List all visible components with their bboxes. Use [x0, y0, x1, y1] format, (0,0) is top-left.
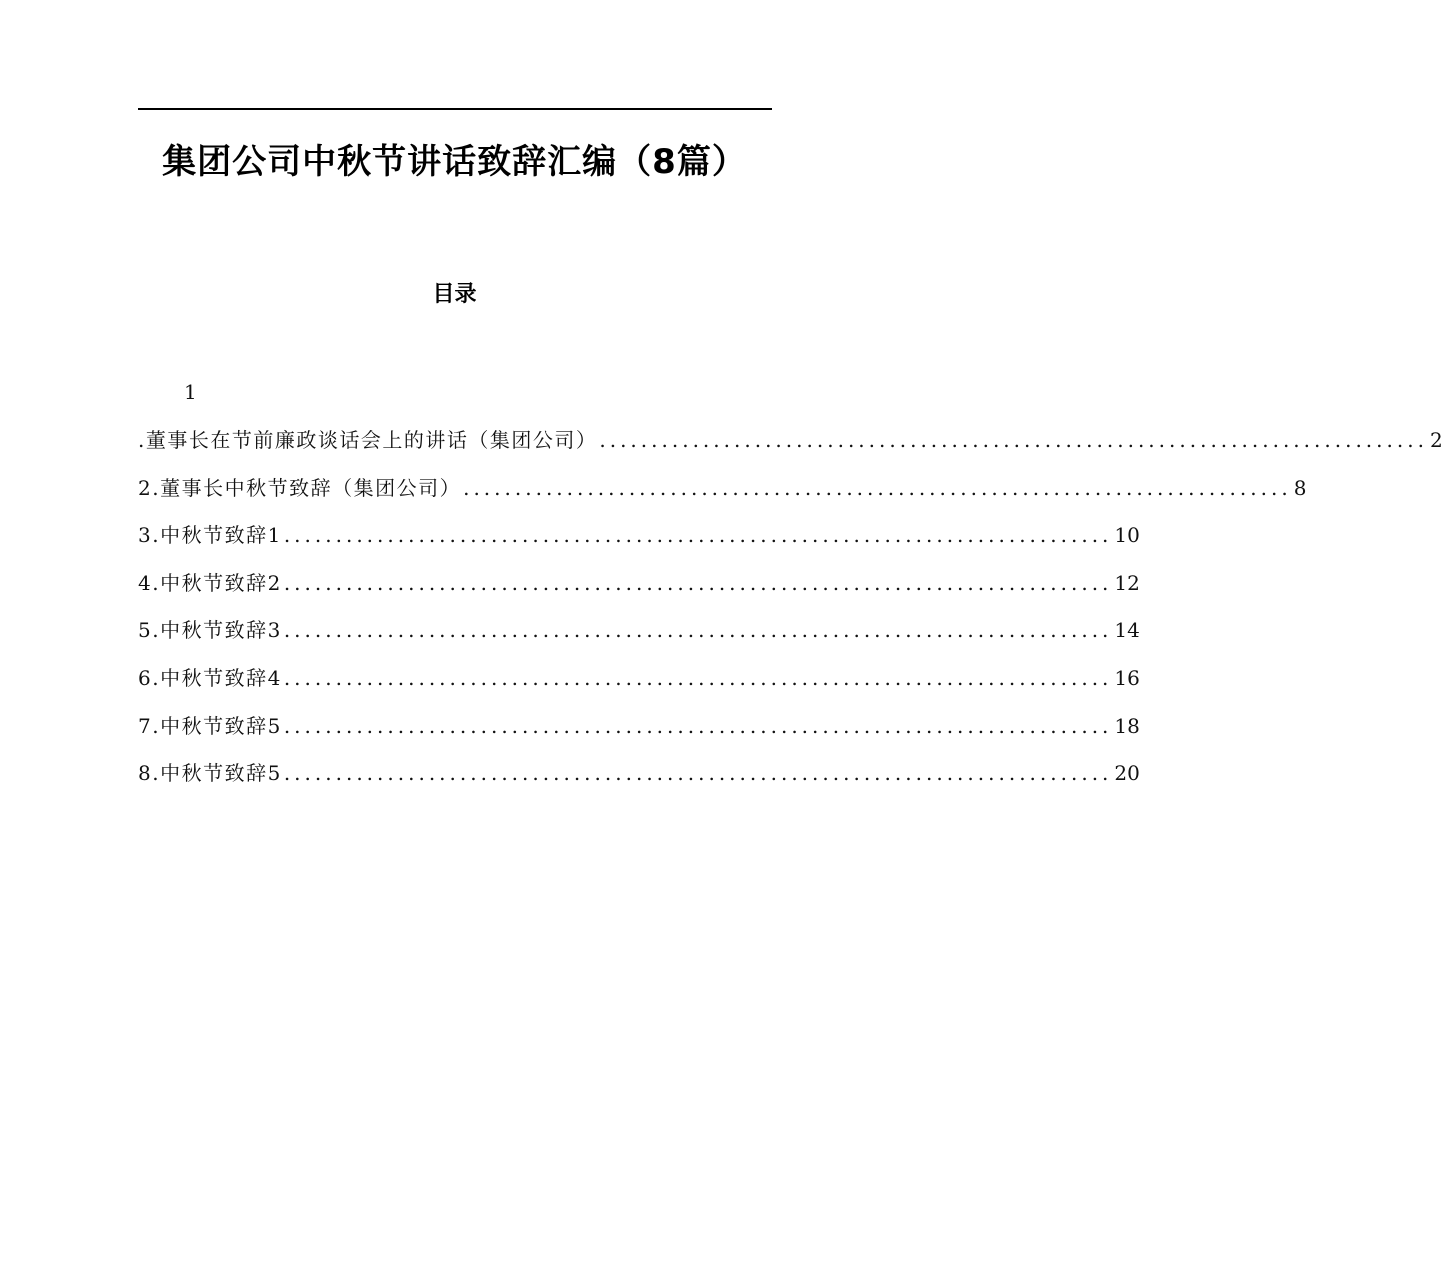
toc-entry-label: 7.中秋节致辞5: [138, 713, 282, 738]
toc-leader-dots: ................................................................................: [283, 523, 1113, 548]
table-of-contents: [138, 425, 1443, 806]
toc-entry-page: 10: [1114, 523, 1140, 548]
toc-leader-dots: ................................................................................: [463, 475, 1292, 500]
toc-leader-dots: ................................................................................: [283, 570, 1113, 595]
toc-entry-label: 3.中秋节致辞1: [138, 523, 282, 548]
toc-entry[interactable]: [138, 615, 1140, 663]
toc-entry[interactable]: [138, 758, 1140, 806]
toc-entry[interactable]: [138, 425, 1443, 473]
toc-entry[interactable]: [138, 473, 1307, 521]
header-rule: [138, 108, 772, 110]
toc-leader-dots: ................................................................................: [283, 761, 1113, 786]
toc-heading: 目录: [432, 282, 477, 307]
toc-entry-label: 8.中秋节致辞5: [138, 761, 282, 786]
toc-entry-page: 18: [1114, 713, 1140, 738]
toc-entry[interactable]: [138, 711, 1140, 759]
toc-entry-page: 2: [1429, 428, 1443, 452]
toc-leader-dots: ................................................................................: [283, 618, 1113, 643]
toc-entry-page: 8: [1293, 475, 1307, 500]
toc-entry-label: 4.中秋节致辞2: [138, 570, 282, 595]
toc-leader-dots: ................................................................................: [283, 665, 1113, 690]
toc-entry[interactable]: [138, 568, 1140, 616]
toc-entry-page: 14: [1114, 618, 1140, 643]
toc-entry-page: 20: [1114, 761, 1140, 786]
toc-entry[interactable]: [138, 520, 1140, 568]
toc-entry-label: 2.董事长中秋节致辞（集团公司）: [138, 475, 462, 500]
toc-leader-dots: ................................................................................: [599, 428, 1428, 452]
toc-leader-dots: ................................................................................: [283, 713, 1113, 738]
toc-entry-label: .董事长在节前廉政谈话会上的讲话（集团公司）: [138, 428, 598, 452]
toc-entry-label: 6.中秋节致辞4: [138, 665, 282, 690]
toc-entry-page: 12: [1114, 570, 1140, 595]
toc-entry[interactable]: [138, 663, 1140, 711]
toc-entry-number: 1: [184, 380, 197, 404]
toc-entry-label: 5.中秋节致辞3: [138, 618, 282, 643]
document-title: 集团公司中秋节讲话致辞汇编（8篇）: [162, 142, 747, 182]
toc-entry-page: 16: [1114, 665, 1140, 690]
